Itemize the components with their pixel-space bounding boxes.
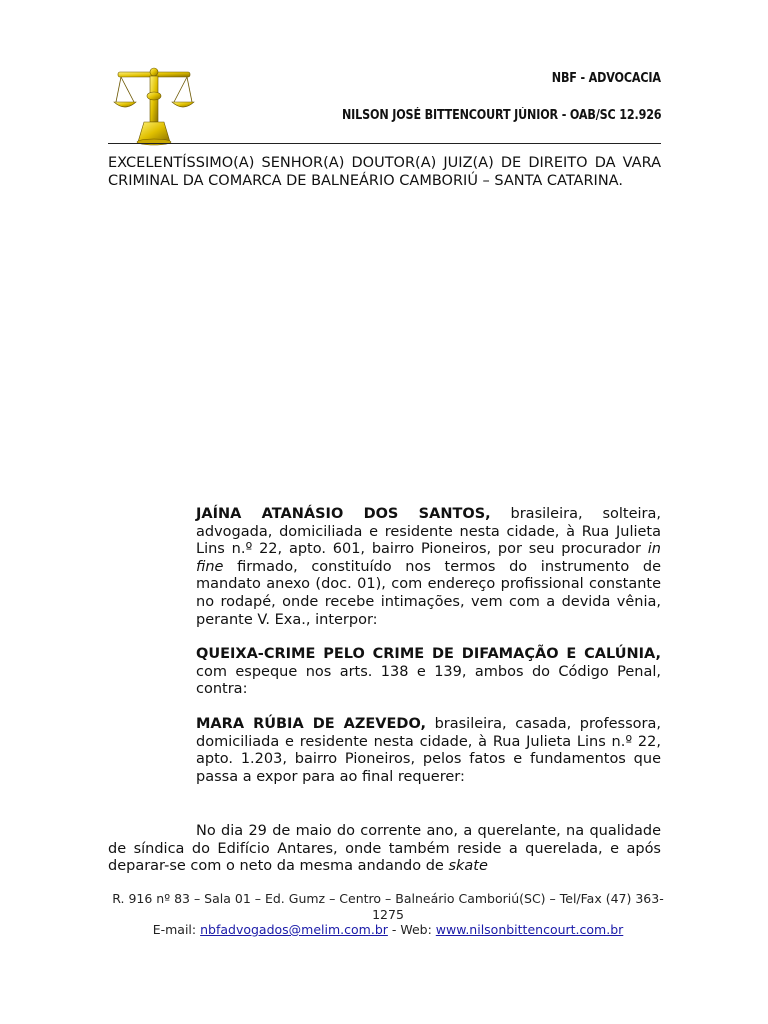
party1-italic: in fine xyxy=(196,541,661,575)
facts-italic: skate xyxy=(448,858,488,875)
party1-text-b: firmado, constituído nos termos do instrumento de mandato anexo (doc. 01), com endereço profissional constante no rodapé, onde recebe intimações, vem com a devida vênia, perante V. Exa., interpor: xyxy=(196,558,661,628)
party2-text: brasileira, casada, professora, domiciliada e residente nesta cidade, à Rua Julieta Lins n.º 22, apto. 1.203, bairro Pioneiros, pelos fatos e fundamentos que passa a expor para ao final requerer: xyxy=(196,716,661,785)
action-text: com espeque nos arts. 138 e 139, ambos do Código Penal, contra: xyxy=(196,663,661,698)
party2-paragraph xyxy=(196,716,661,786)
party2-name: MARA RÚBIA DE AZEVEDO, xyxy=(196,716,426,732)
footer-address: R. 916 nº 83 – Sala 01 – Ed. Gumz – Centro – Balneário Camboriú(SC) – Tel/Fax (47) 363-1275 xyxy=(112,891,664,922)
footer xyxy=(108,891,668,938)
action-paragraph xyxy=(196,646,661,699)
web-label: - Web: xyxy=(387,922,436,937)
addressee: EXCELENTÍSSIMO(A) SENHOR(A) DOUTOR(A) JUIZ(A) DE DIREITO DA VARA CRIMINAL DA COMARCA DE BALNEÁRIO CAMBORIÚ – SANTA CATARINA. xyxy=(108,155,661,189)
facts-paragraph xyxy=(108,823,661,876)
web-link[interactable]: www.nilsonbittencourt.com.br xyxy=(435,922,624,937)
action-title: QUEIXA-CRIME PELO CRIME DE DIFAMAÇÃO E CALÚNIA, xyxy=(196,646,661,662)
scales-of-justice-icon xyxy=(112,66,196,146)
facts-text: No dia 29 de maio do corrente ano, a querelante, na qualidade de síndica do Edifício Antares, onde também reside a querelada, e após deparar-se com o neto da mesma andando de xyxy=(108,823,661,875)
party1-paragraph xyxy=(196,506,661,629)
email-label: E-mail: xyxy=(152,922,201,937)
party1-name: JAÍNA ATANÁSIO DOS SANTOS, xyxy=(196,506,491,522)
lawyer-name: NILSON JOSÉ BITTENCOURT JÚNIOR - OAB/SC 12.926 xyxy=(341,108,661,123)
header-divider xyxy=(108,143,661,144)
firm-name: NBF - ADVOCACIA xyxy=(551,71,661,86)
footer-contacts xyxy=(108,922,668,938)
party1-text-a: brasileira, solteira, advogada, domiciliada e residente nesta cidade, à Rua Julieta Lins n.º 22, apto. 601, bairro Pioneiros, por seu procurador xyxy=(196,506,661,558)
email-link[interactable]: nbfadvogados@melim.com.br xyxy=(200,922,388,937)
